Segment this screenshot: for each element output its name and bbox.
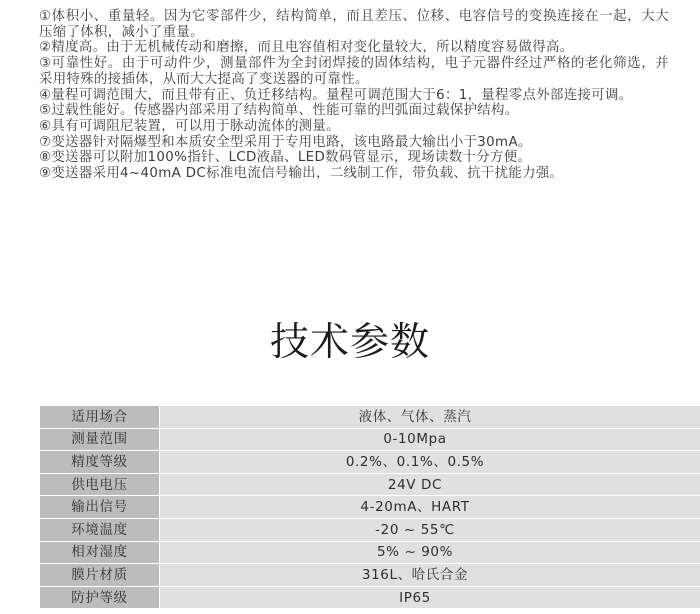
- spec-value: 0-10Mpa: [160, 428, 700, 451]
- spec-row: [40, 428, 700, 451]
- spec-row: [40, 564, 700, 587]
- feature-item-7: ⑦变送器针对隔爆型和本质安全型采用于专用电路，该电路最大输出小于30mA。: [39, 134, 532, 150]
- feature-item-9: ⑨变送器采用4~40mA DC标准电流信号输出，二线制工作，带负载、抗干扰能力强。: [39, 166, 564, 182]
- spec-value: 5% ~ 90%: [160, 541, 700, 564]
- feature-item-4: ④量程可调范围大，而且带有正、负迁移结构。量程可调范围大于6：1，量程零点外部连接可调。: [39, 87, 633, 103]
- feature-item-3: ③可靠性好。由于可动件少，测量部件为全封闭焊接的固体结构，电子元器件经过严格的老化筛选，并采用特殊的接插体，从而大大提高了变送器的可靠性。: [39, 56, 669, 87]
- spec-row: [40, 473, 700, 496]
- feature-item-2: ②精度高。由于无机械传动和磨擦，而且电容值相对变化量较大，所以精度容易做得高。: [39, 40, 574, 56]
- spec-table: [40, 406, 700, 609]
- spec-row: [40, 451, 700, 474]
- spec-label: 测量范围: [40, 428, 160, 451]
- spec-value: IP65: [160, 586, 700, 609]
- section-title: 技术参数: [269, 320, 430, 365]
- spec-row: [40, 496, 700, 519]
- feature-item-6: ⑥具有可调阻尼装置，可以用于脉动流体的测量。: [39, 118, 340, 134]
- feature-list: [39, 9, 669, 182]
- spec-label: 输出信号: [40, 496, 160, 519]
- spec-label: 环境温度: [40, 518, 160, 541]
- spec-row: [40, 406, 700, 428]
- spec-label: 防护等级: [40, 586, 160, 609]
- feature-item-8: ⑧变送器可以附加100%指针、LCD液晶、LED数码管显示，现场读数十分方便。: [39, 150, 532, 166]
- spec-value: 0.2%、0.1%、0.5%: [160, 451, 700, 474]
- spec-row: [40, 541, 700, 564]
- spec-label: 供电电压: [40, 473, 160, 496]
- spec-label: 适用场合: [40, 406, 160, 428]
- spec-row: [40, 518, 700, 541]
- spec-label: 膜片材质: [40, 564, 160, 587]
- spec-value: 24V DC: [160, 473, 700, 496]
- spec-value: 316L、哈氏合金: [160, 564, 700, 587]
- spec-label: 相对湿度: [40, 541, 160, 564]
- feature-item-1: ①体积小、重量轻。因为它零部件少，结构简单，而且差压、位移、电容信号的变换连接在一起，大大压缩了体积，减小了重量。: [39, 9, 669, 40]
- feature-item-5: ⑤过载性能好。传感器内部采用了结构简单、性能可靠的凹弧面过载保护结构。: [39, 103, 519, 119]
- spec-label: 精度等级: [40, 451, 160, 474]
- spec-row: [40, 586, 700, 609]
- spec-value: -20 ~ 55℃: [160, 518, 700, 541]
- spec-value: 液体、气体、蒸汽: [160, 406, 700, 428]
- spec-value: 4-20mA、HART: [160, 496, 700, 519]
